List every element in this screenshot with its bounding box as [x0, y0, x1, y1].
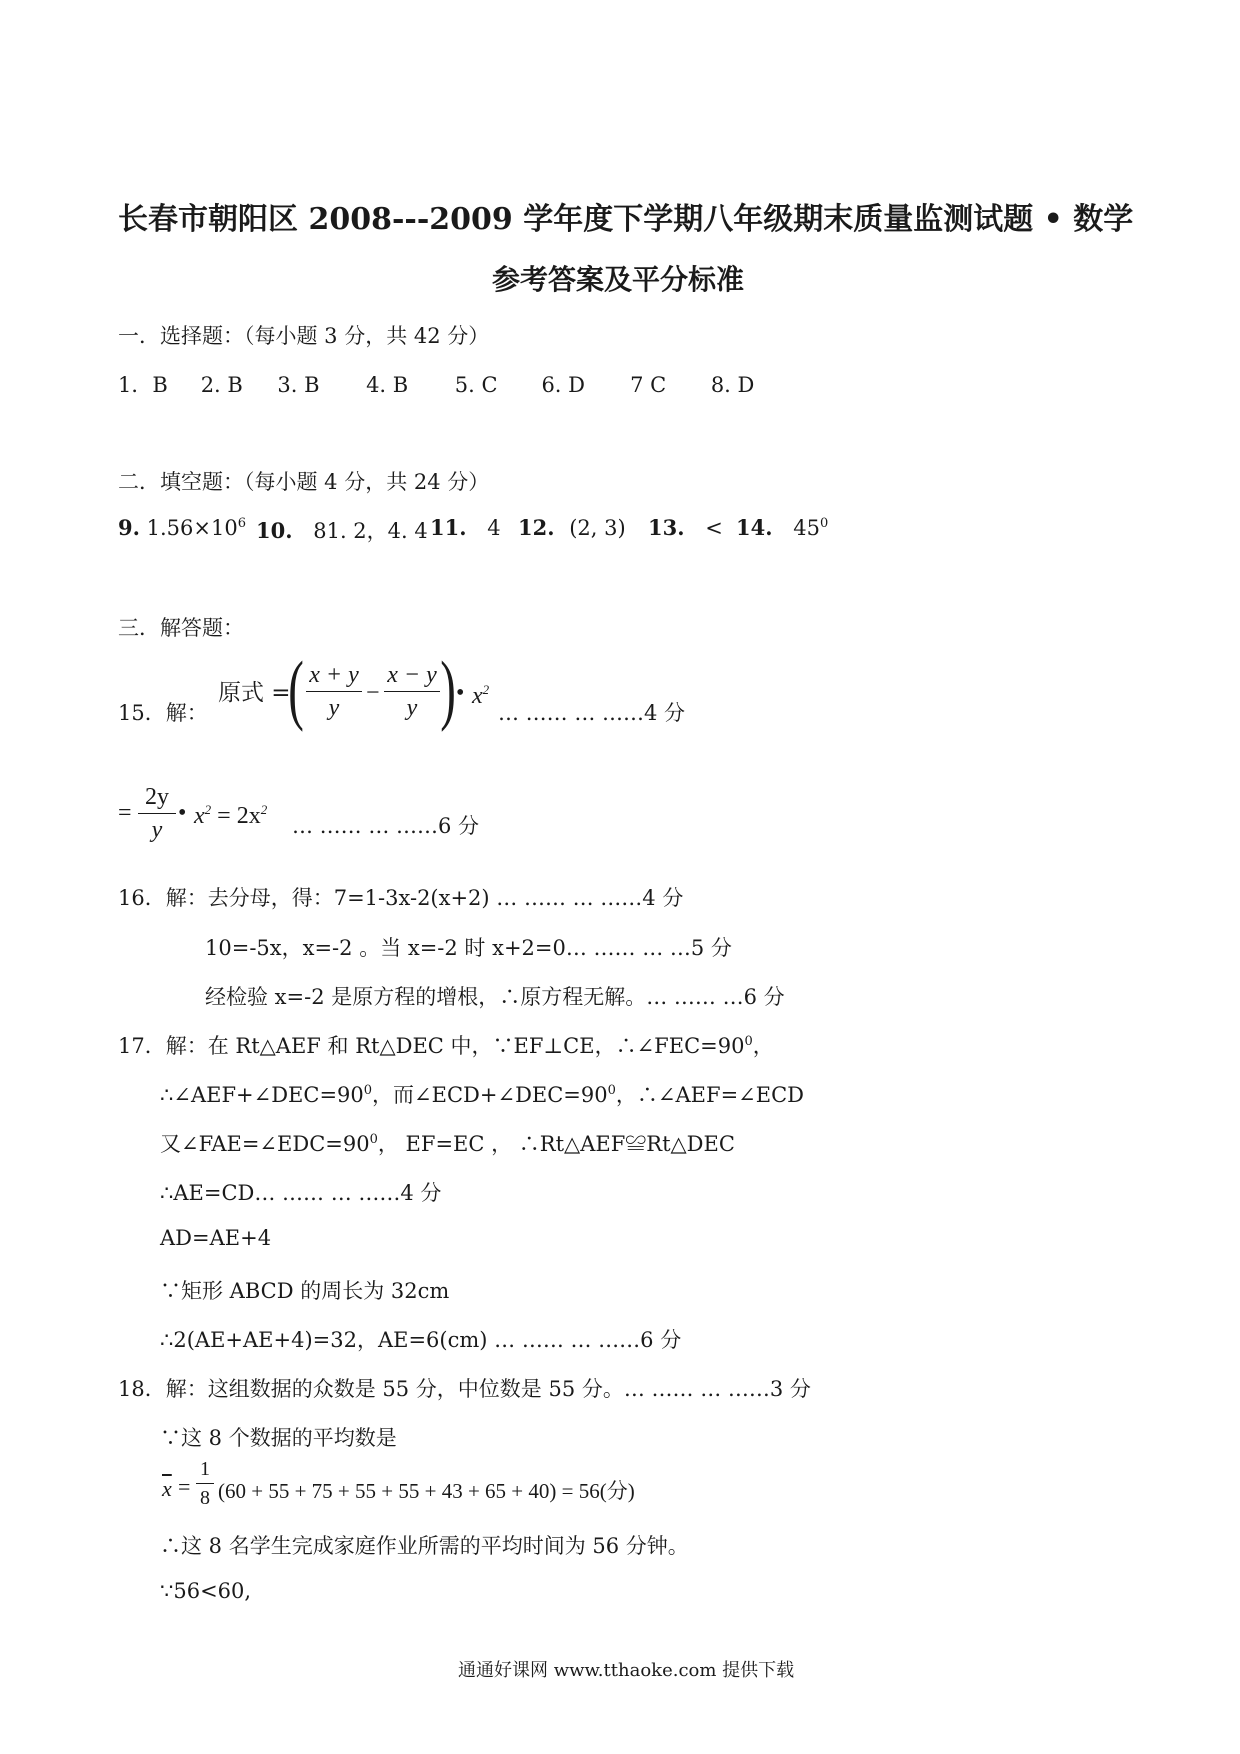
- q10-group: [256, 515, 428, 545]
- q18-frac-denominator: 8: [200, 1487, 210, 1509]
- q15-dot-2: •: [178, 800, 187, 826]
- q18-line-3: ∴这 8 名学生完成家庭作业所需的平均时间为 56 分钟。: [160, 1534, 689, 1558]
- q13-label: 13.: [648, 515, 685, 540]
- q18-line-1: 18．解：这组数据的众数是 55 分，中位数是 55 分。… …… … ……3 分: [118, 1377, 811, 1401]
- q15-result: $x^2 = 2x^2$: [194, 802, 268, 829]
- answer-7: 7 C: [630, 373, 667, 397]
- q17-line-5: AD=AE+4: [160, 1226, 272, 1250]
- q15-minus: −: [366, 680, 380, 706]
- fraction-bar: [196, 1483, 214, 1484]
- q15-f1-denominator: y: [328, 695, 340, 721]
- q14-label: 14.: [736, 515, 773, 540]
- right-paren: ): [440, 645, 456, 732]
- page-footer: 通通好课网 www.tthaoke.com 提供下载: [458, 1660, 795, 1681]
- q18-line-2: ∵这 8 个数据的平均数是: [160, 1426, 397, 1450]
- q15-dot: •: [456, 680, 465, 706]
- q15-score-4: … …… … ……4 分: [498, 701, 686, 725]
- answer-6: 6. D: [541, 373, 585, 397]
- answer-3: 3. B: [277, 373, 320, 397]
- left-paren: (: [288, 645, 304, 732]
- q15-f2-numerator: x − y: [387, 662, 437, 688]
- answer-2: 2. B: [200, 373, 243, 397]
- q18-eq: =: [178, 1474, 191, 1499]
- q15-fraction-1: [306, 660, 362, 723]
- q14-group: [736, 515, 828, 540]
- section1-heading: 一．选择题：（每小题 3 分，共 42 分）: [118, 324, 490, 348]
- q15-lhs: 原式 =: [218, 680, 291, 706]
- q18-mean-expression: (60 + 55 + 75 + 55 + 55 + 43 + 65 + 40) = 56(分): [218, 1479, 635, 1503]
- q17-line-1: 17．解：在 Rt△AEF 和 Rt△DEC 中，∵EF⊥CE，$\therefore\angle FEC=90^0$，: [118, 1034, 774, 1058]
- q17-line-3: 又$\angle FAE=\angle EDC=90^0$， EF=EC ， ∴Rt△AEF≌Rt△DEC: [160, 1132, 735, 1156]
- q9-answer: 1.56×10: [146, 516, 238, 540]
- q11-answer: 4: [487, 516, 501, 540]
- fraction-bar: [384, 691, 440, 692]
- q17-line-2: $\therefore\angle AEF+\angle DEC=90^0$，而$\angle ECD+\angle DEC=90^0$，∴∠AEF=∠ECD: [160, 1083, 804, 1107]
- q15-label: 15．解：: [118, 701, 208, 725]
- q18-line-4: ∵56<60,: [160, 1579, 252, 1603]
- q15-fraction-3: 2y y: [138, 782, 176, 845]
- q13-answer: <: [705, 516, 723, 540]
- q12-label: 12.: [518, 515, 555, 540]
- q11-group: [430, 515, 501, 540]
- q17-line-4: ∴AE=CD… …… … ……4 分: [160, 1181, 442, 1205]
- q11-label: 11.: [430, 515, 467, 540]
- answer-5: 5. C: [454, 373, 498, 397]
- q15-x: $x^2$: [472, 682, 490, 709]
- section3-heading: 三．解答题：: [118, 616, 244, 640]
- answer-1: 1．B: [118, 373, 168, 397]
- q16-line-2: 10=-5x，x=-2 。当 x=-2 时 x+2=0… …… … …5 分: [205, 936, 732, 960]
- q15-eq: =: [118, 800, 132, 826]
- q10-label: 10.: [256, 518, 293, 543]
- document-subtitle: 参考答案及平分标准: [492, 263, 745, 296]
- q13-group: [648, 515, 723, 540]
- q18-frac-numerator: 1: [200, 1458, 210, 1480]
- q16-line-1: 16．解：去分母，得：7=1-3x-2(x+2) … …… … ……4 分: [118, 886, 684, 910]
- fill-answers-row: [118, 515, 246, 540]
- q9-label: 9.: [118, 515, 140, 540]
- q15-f3-denominator: y: [151, 817, 163, 843]
- q12-group: [518, 515, 626, 540]
- q18-fraction: [196, 1456, 214, 1511]
- q14-answer: 45: [793, 516, 820, 540]
- q15-f1-numerator: x + y: [309, 662, 359, 688]
- q16-line-3: 经检验 x=-2 是原方程的增根，∴原方程无解。… …… …6 分: [205, 985, 785, 1009]
- q17-line-7: ∴2(AE+AE+4)=32，AE=6(cm) … …… … ……6 分: [160, 1328, 682, 1352]
- fraction-bar: [138, 813, 176, 814]
- q17-line-6: ∵矩形 ABCD 的周长为 32cm: [160, 1279, 450, 1303]
- q10-answer: 81. 2，4. 4: [313, 519, 428, 543]
- q14-exponent: 0: [819, 516, 829, 531]
- document-title: 长春市朝阳区 2008---2009 学年度下学期八年级期末质量监测试题 • 数学: [118, 202, 1134, 237]
- q15-f2-denominator: y: [406, 695, 418, 721]
- answer-8: 8. D: [710, 373, 755, 397]
- q12-answer: (2, 3): [569, 516, 626, 540]
- fraction-bar: [306, 691, 362, 692]
- section2-heading: 二．填空题：（每小题 4 分，共 24 分）: [118, 470, 490, 494]
- q15-score-6: … …… … ……6 分: [292, 814, 480, 838]
- q9-exponent: 6: [237, 516, 246, 531]
- q18-xbar: $\overline{x}$: [162, 1476, 172, 1501]
- q15-fraction-2: [384, 660, 440, 723]
- choice-answers: [118, 369, 754, 399]
- answer-4: 4. B: [366, 373, 409, 397]
